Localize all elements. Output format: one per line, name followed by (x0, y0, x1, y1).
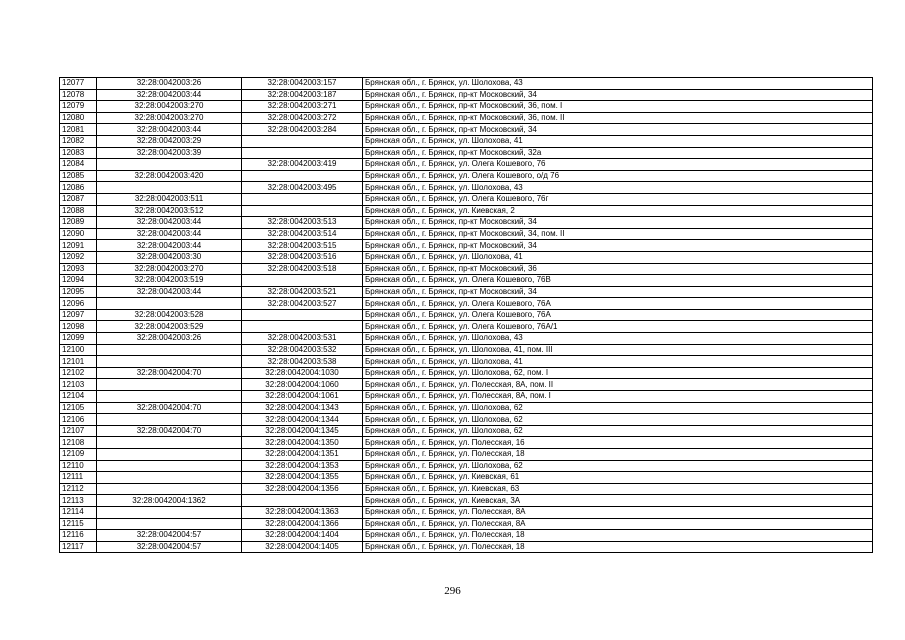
address-cell: Брянская обл., г. Брянск, пр-кт Московский, 32а (363, 147, 873, 159)
row-number-cell: 12092 (60, 251, 97, 263)
row-number-cell: 12099 (60, 333, 97, 345)
address-cell: Брянская обл., г. Брянск, ул. Киевская, 2 (363, 205, 873, 217)
building-number-cell (242, 193, 363, 205)
parcel-number-cell: 32:28:0042003:270 (97, 101, 242, 113)
table-row (60, 78, 873, 90)
building-number-cell: 32:28:0042004:1404 (242, 530, 363, 542)
parcel-number-cell: 32:28:0042003:511 (97, 193, 242, 205)
building-number-cell: 32:28:0042003:538 (242, 356, 363, 368)
table-row (60, 483, 873, 495)
parcel-number-cell: 32:28:0042003:44 (97, 228, 242, 240)
row-number-cell: 12083 (60, 147, 97, 159)
address-cell: Брянская обл., г. Брянск, ул. Олега Кошевого, 76А (363, 298, 873, 310)
table-row (60, 309, 873, 321)
table-row (60, 298, 873, 310)
table-row (60, 356, 873, 368)
address-cell: Брянская обл., г. Брянск, ул. Полесская, 8А, пом. II (363, 379, 873, 391)
address-cell: Брянская обл., г. Брянск, пр-кт Московский, 34, пом. II (363, 228, 873, 240)
parcel-number-cell (97, 182, 242, 194)
parcel-number-cell (97, 437, 242, 449)
address-cell: Брянская обл., г. Брянск, пр-кт Московский, 36 (363, 263, 873, 275)
address-cell: Брянская обл., г. Брянск, пр-кт Московский, 34 (363, 286, 873, 298)
parcel-number-cell: 32:28:0042003:44 (97, 89, 242, 101)
row-number-cell: 12115 (60, 518, 97, 530)
row-number-cell: 12097 (60, 309, 97, 321)
building-number-cell: 32:28:0042004:1343 (242, 402, 363, 414)
building-number-cell: 32:28:0042004:1061 (242, 391, 363, 403)
table-row (60, 135, 873, 147)
row-number-cell: 12100 (60, 344, 97, 356)
address-cell: Брянская обл., г. Брянск, ул. Шолохова, 43 (363, 182, 873, 194)
parcel-number-cell: 32:28:0042003:44 (97, 240, 242, 252)
table-row (60, 275, 873, 287)
building-number-cell: 32:28:0042003:272 (242, 112, 363, 124)
building-number-cell: 32:28:0042004:1405 (242, 541, 363, 553)
table-row (60, 425, 873, 437)
address-cell: Брянская обл., г. Брянск, ул. Полесская, 8А (363, 518, 873, 530)
building-number-cell: 32:28:0042003:271 (242, 101, 363, 113)
address-cell: Брянская обл., г. Брянск, ул. Олега Кошевого, 76г (363, 193, 873, 205)
building-number-cell (242, 170, 363, 182)
table-row (60, 170, 873, 182)
table-row (60, 182, 873, 194)
parcel-number-cell: 32:28:0042003:270 (97, 112, 242, 124)
table-row (60, 495, 873, 507)
table-row (60, 333, 873, 345)
parcel-number-cell (97, 298, 242, 310)
table-row (60, 472, 873, 484)
parcel-number-cell (97, 460, 242, 472)
building-number-cell: 32:28:0042003:531 (242, 333, 363, 345)
building-number-cell (242, 321, 363, 333)
parcel-number-cell: 32:28:0042004:70 (97, 402, 242, 414)
row-number-cell: 12084 (60, 159, 97, 171)
table-row (60, 240, 873, 252)
row-number-cell: 12107 (60, 425, 97, 437)
row-number-cell: 12088 (60, 205, 97, 217)
parcel-number-cell: 32:28:0042004:57 (97, 530, 242, 542)
address-cell: Брянская обл., г. Брянск, ул. Полесская, 18 (363, 449, 873, 461)
building-number-cell: 32:28:0042004:1350 (242, 437, 363, 449)
table-row (60, 124, 873, 136)
table-row (60, 530, 873, 542)
parcel-number-cell (97, 449, 242, 461)
address-cell: Брянская обл., г. Брянск, ул. Полесская, 16 (363, 437, 873, 449)
building-number-cell: 32:28:0042003:513 (242, 217, 363, 229)
row-number-cell: 12114 (60, 506, 97, 518)
table-row (60, 89, 873, 101)
building-number-cell: 32:28:0042003:157 (242, 78, 363, 90)
table-row (60, 460, 873, 472)
page-number: 296 (444, 585, 461, 597)
parcel-number-cell: 32:28:0042004:70 (97, 425, 242, 437)
row-number-cell: 12095 (60, 286, 97, 298)
registry-table (59, 77, 873, 553)
parcel-number-cell: 32:28:0042003:29 (97, 135, 242, 147)
building-number-cell: 32:28:0042003:516 (242, 251, 363, 263)
table-row (60, 217, 873, 229)
row-number-cell: 12086 (60, 182, 97, 194)
address-cell: Брянская обл., г. Брянск, ул. Полесская, 18 (363, 541, 873, 553)
row-number-cell: 12117 (60, 541, 97, 553)
parcel-number-cell: 32:28:0042004:57 (97, 541, 242, 553)
building-number-cell: 32:28:0042003:419 (242, 159, 363, 171)
table-row (60, 437, 873, 449)
address-cell: Брянская обл., г. Брянск, ул. Шолохова, 41 (363, 251, 873, 263)
building-number-cell (242, 205, 363, 217)
address-cell: Брянская обл., г. Брянск, ул. Олега Кошевого, 76А (363, 309, 873, 321)
parcel-number-cell (97, 472, 242, 484)
parcel-number-cell: 32:28:0042003:26 (97, 333, 242, 345)
row-number-cell: 12093 (60, 263, 97, 275)
address-cell: Брянская обл., г. Брянск, ул. Шолохова, 62 (363, 402, 873, 414)
row-number-cell: 12080 (60, 112, 97, 124)
address-cell: Брянская обл., г. Брянск, пр-кт Московский, 36, пом. I (363, 101, 873, 113)
address-cell: Брянская обл., г. Брянск, ул. Полесская, 18 (363, 530, 873, 542)
row-number-cell: 12087 (60, 193, 97, 205)
building-number-cell (242, 135, 363, 147)
row-number-cell: 12104 (60, 391, 97, 403)
parcel-number-cell (97, 159, 242, 171)
building-number-cell: 32:28:0042004:1351 (242, 449, 363, 461)
table-row (60, 391, 873, 403)
row-number-cell: 12110 (60, 460, 97, 472)
building-number-cell: 32:28:0042003:521 (242, 286, 363, 298)
row-number-cell: 12111 (60, 472, 97, 484)
table-row (60, 159, 873, 171)
address-cell: Брянская обл., г. Брянск, ул. Олега Кошевого, 76 (363, 159, 873, 171)
table-row (60, 101, 873, 113)
table-row (60, 344, 873, 356)
row-number-cell: 12077 (60, 78, 97, 90)
table-row (60, 251, 873, 263)
table-row (60, 228, 873, 240)
address-cell: Брянская обл., г. Брянск, ул. Киевская, 3А (363, 495, 873, 507)
row-number-cell: 12090 (60, 228, 97, 240)
parcel-number-cell (97, 356, 242, 368)
parcel-number-cell (97, 518, 242, 530)
row-number-cell: 12105 (60, 402, 97, 414)
table-row (60, 263, 873, 275)
address-cell: Брянская обл., г. Брянск, пр-кт Московский, 34 (363, 240, 873, 252)
table-row (60, 541, 873, 553)
table-row (60, 112, 873, 124)
building-number-cell: 32:28:0042004:1353 (242, 460, 363, 472)
parcel-number-cell: 32:28:0042003:44 (97, 217, 242, 229)
table-row (60, 449, 873, 461)
building-number-cell (242, 147, 363, 159)
building-number-cell (242, 275, 363, 287)
row-number-cell: 12091 (60, 240, 97, 252)
table-row (60, 205, 873, 217)
address-cell: Брянская обл., г. Брянск, ул. Полесская, 8А, пом. I (363, 391, 873, 403)
row-number-cell: 12106 (60, 414, 97, 426)
building-number-cell (242, 495, 363, 507)
parcel-number-cell: 32:28:0042003:44 (97, 286, 242, 298)
building-number-cell: 32:28:0042003:518 (242, 263, 363, 275)
building-number-cell: 32:28:0042004:1356 (242, 483, 363, 495)
address-cell: Брянская обл., г. Брянск, пр-кт Московский, 34 (363, 89, 873, 101)
table-row (60, 193, 873, 205)
building-number-cell: 32:28:0042004:1060 (242, 379, 363, 391)
address-cell: Брянская обл., г. Брянск, ул. Шолохова, 62, пом. I (363, 367, 873, 379)
address-cell: Брянская обл., г. Брянск, ул. Киевская, 61 (363, 472, 873, 484)
parcel-number-cell: 32:28:0042004:70 (97, 367, 242, 379)
building-number-cell: 32:28:0042004:1366 (242, 518, 363, 530)
row-number-cell: 12098 (60, 321, 97, 333)
building-number-cell: 32:28:0042004:1363 (242, 506, 363, 518)
row-number-cell: 12112 (60, 483, 97, 495)
parcel-number-cell (97, 414, 242, 426)
address-cell: Брянская обл., г. Брянск, ул. Шолохова, 41 (363, 356, 873, 368)
building-number-cell: 32:28:0042004:1355 (242, 472, 363, 484)
address-cell: Брянская обл., г. Брянск, ул. Шолохова, 41, пом. III (363, 344, 873, 356)
parcel-number-cell (97, 344, 242, 356)
address-cell: Брянская обл., г. Брянск, ул. Полесская, 8А (363, 506, 873, 518)
row-number-cell: 12082 (60, 135, 97, 147)
table-row (60, 402, 873, 414)
address-cell: Брянская обл., г. Брянск, ул. Олега Кошевого, 76А/1 (363, 321, 873, 333)
parcel-number-cell: 32:28:0042003:512 (97, 205, 242, 217)
parcel-number-cell: 32:28:0042003:519 (97, 275, 242, 287)
address-cell: Брянская обл., г. Брянск, ул. Шолохова, 41 (363, 135, 873, 147)
row-number-cell: 12094 (60, 275, 97, 287)
address-cell: Брянская обл., г. Брянск, пр-кт Московский, 34 (363, 124, 873, 136)
row-number-cell: 12109 (60, 449, 97, 461)
building-number-cell (242, 309, 363, 321)
address-cell: Брянская обл., г. Брянск, ул. Шолохова, 62 (363, 425, 873, 437)
row-number-cell: 12113 (60, 495, 97, 507)
address-cell: Брянская обл., г. Брянск, ул. Олега Кошевого, 76В (363, 275, 873, 287)
building-number-cell: 32:28:0042003:532 (242, 344, 363, 356)
address-cell: Брянская обл., г. Брянск, ул. Шолохова, 62 (363, 460, 873, 472)
table-row (60, 321, 873, 333)
table-row (60, 286, 873, 298)
row-number-cell: 12116 (60, 530, 97, 542)
address-cell: Брянская обл., г. Брянск, ул. Шолохова, 43 (363, 78, 873, 90)
address-cell: Брянская обл., г. Брянск, ул. Шолохова, 43 (363, 333, 873, 345)
row-number-cell: 12085 (60, 170, 97, 182)
building-number-cell: 32:28:0042003:187 (242, 89, 363, 101)
table-row (60, 379, 873, 391)
parcel-number-cell: 32:28:0042003:39 (97, 147, 242, 159)
parcel-number-cell: 32:28:0042003:528 (97, 309, 242, 321)
building-number-cell: 32:28:0042003:284 (242, 124, 363, 136)
parcel-number-cell (97, 379, 242, 391)
building-number-cell: 32:28:0042004:1030 (242, 367, 363, 379)
table-row (60, 367, 873, 379)
row-number-cell: 12101 (60, 356, 97, 368)
parcel-number-cell: 32:28:0042003:26 (97, 78, 242, 90)
building-number-cell: 32:28:0042003:527 (242, 298, 363, 310)
address-cell: Брянская обл., г. Брянск, ул. Шолохова, 62 (363, 414, 873, 426)
parcel-number-cell (97, 391, 242, 403)
parcel-number-cell (97, 506, 242, 518)
table-row (60, 147, 873, 159)
table-row (60, 518, 873, 530)
parcel-number-cell (97, 483, 242, 495)
building-number-cell: 32:28:0042004:1345 (242, 425, 363, 437)
parcel-number-cell: 32:28:0042003:44 (97, 124, 242, 136)
building-number-cell: 32:28:0042004:1344 (242, 414, 363, 426)
registry-table-body (60, 78, 873, 553)
row-number-cell: 12078 (60, 89, 97, 101)
parcel-number-cell: 32:28:0042004:1362 (97, 495, 242, 507)
address-cell: Брянская обл., г. Брянск, пр-кт Московский, 34 (363, 217, 873, 229)
parcel-number-cell: 32:28:0042003:270 (97, 263, 242, 275)
row-number-cell: 12108 (60, 437, 97, 449)
building-number-cell: 32:28:0042003:514 (242, 228, 363, 240)
parcel-number-cell: 32:28:0042003:420 (97, 170, 242, 182)
parcel-number-cell: 32:28:0042003:529 (97, 321, 242, 333)
building-number-cell: 32:28:0042003:515 (242, 240, 363, 252)
row-number-cell: 12079 (60, 101, 97, 113)
parcel-number-cell: 32:28:0042003:30 (97, 251, 242, 263)
row-number-cell: 12081 (60, 124, 97, 136)
table-row (60, 506, 873, 518)
address-cell: Брянская обл., г. Брянск, пр-кт Московский, 36, пом. II (363, 112, 873, 124)
row-number-cell: 12089 (60, 217, 97, 229)
row-number-cell: 12102 (60, 367, 97, 379)
address-cell: Брянская обл., г. Брянск, ул. Олега Кошевого, о/д 76 (363, 170, 873, 182)
row-number-cell: 12096 (60, 298, 97, 310)
building-number-cell: 32:28:0042003:495 (242, 182, 363, 194)
row-number-cell: 12103 (60, 379, 97, 391)
address-cell: Брянская обл., г. Брянск, ул. Киевская, 63 (363, 483, 873, 495)
table-row (60, 414, 873, 426)
